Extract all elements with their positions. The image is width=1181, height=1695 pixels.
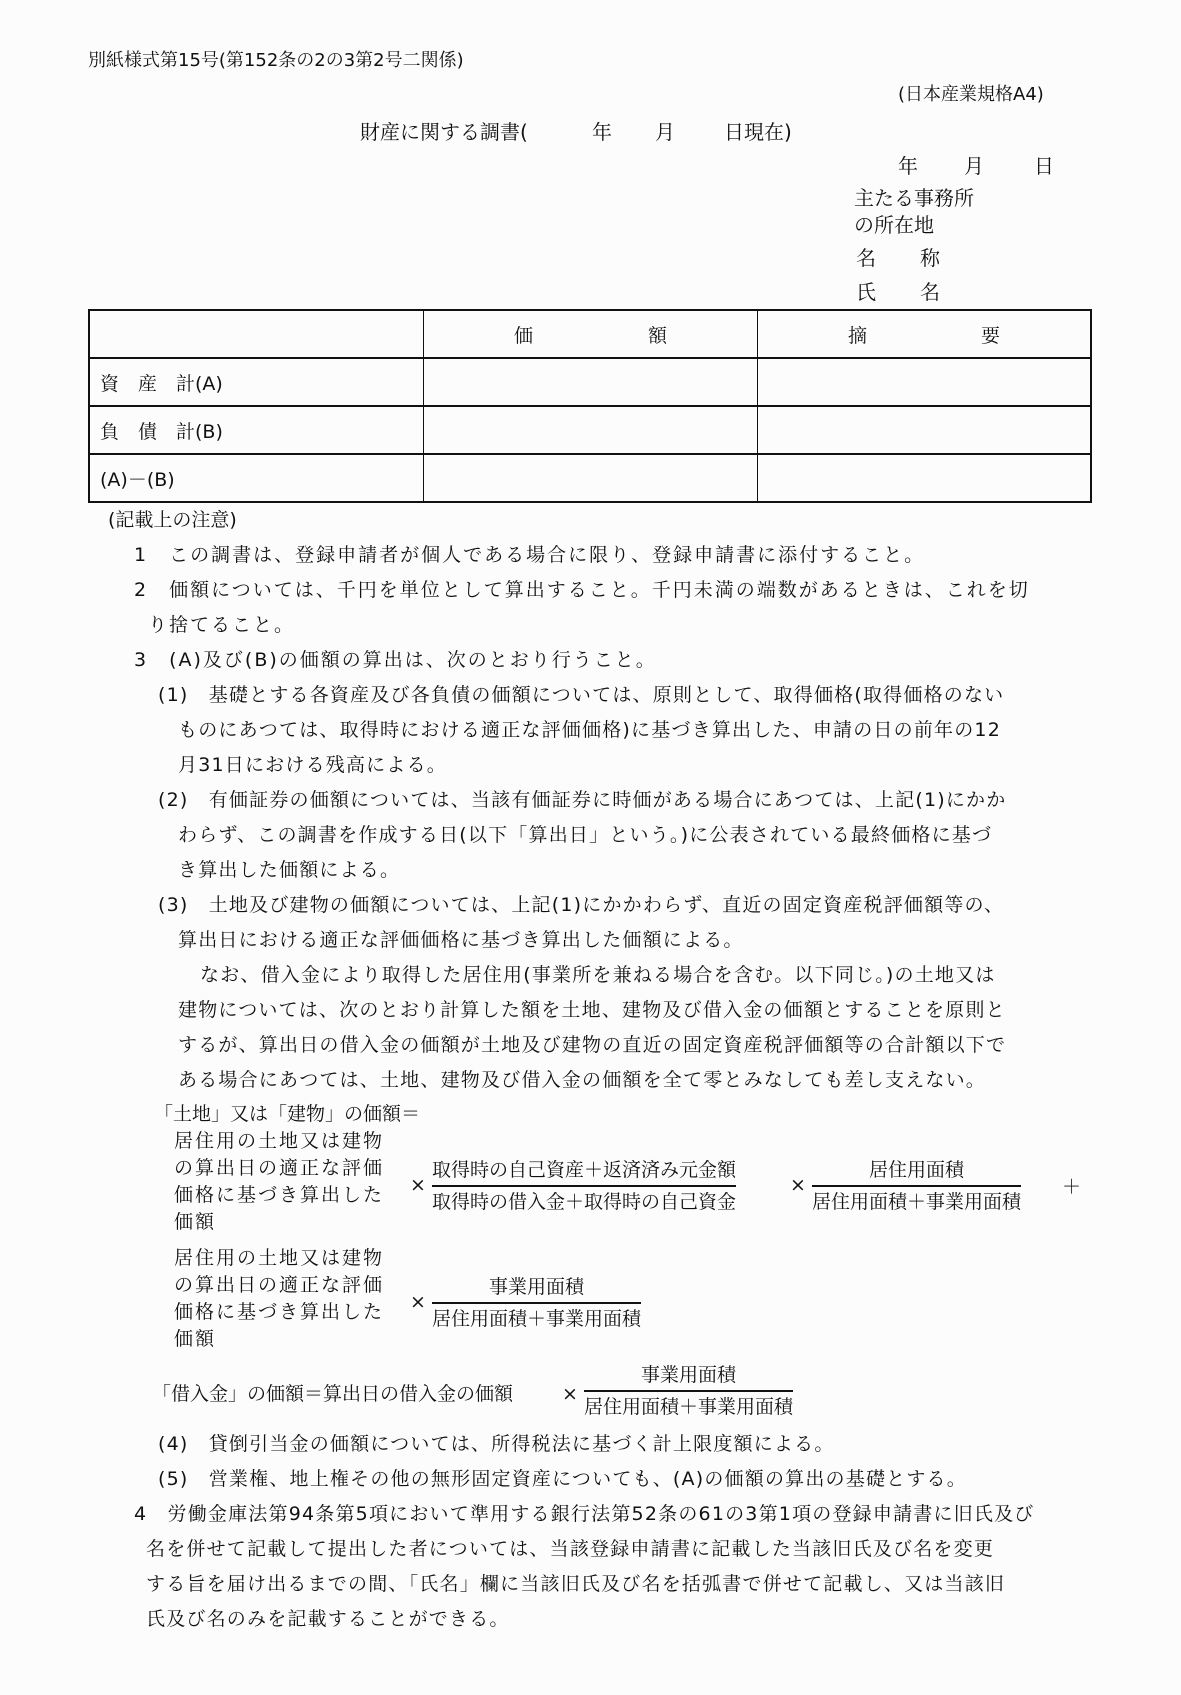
note-3-5: (5) 営業権、地上権その他の無形固定資産についても、(A)の価額の算出の基礎とする。 <box>158 1468 967 1490</box>
liability-total-value-field[interactable] <box>424 406 758 454</box>
note-3-1-line1: (1) 基礎とする各資産及び各負債の価額については、原則として、取得価格(取得価格のない <box>158 684 1005 706</box>
person-name-label-a: 氏 <box>856 280 876 304</box>
date-year-field[interactable]: 年 <box>898 154 918 178</box>
fraction3-denominator: 居住用面積＋事業用面積 <box>432 1308 642 1330</box>
title-month: 月 <box>655 120 675 144</box>
header-summary-b: 要 <box>980 324 1000 347</box>
paper-size-label: (日本産業規格A4) <box>898 84 1044 105</box>
table-header-row <box>89 310 1091 358</box>
note-3-2-line3: き算出した価額による。 <box>178 859 401 881</box>
formula1-times2: × <box>790 1174 806 1196</box>
formula1-term1-line1: 居住用の土地又は建物 <box>174 1130 385 1152</box>
header-value-a: 価 <box>514 324 534 347</box>
asset-total-summary-field[interactable] <box>758 358 1092 406</box>
formula1-plus: ＋ <box>1062 1176 1082 1198</box>
title-prefix: 財産に関する調書( <box>360 120 528 144</box>
note-2-line2: り捨てること。 <box>148 614 296 636</box>
formula1-term1 <box>174 1128 384 1236</box>
row-label: 資 産 計(A) <box>89 358 424 406</box>
formula2-numerator: 事業用面積 <box>641 1364 737 1386</box>
asset-total-value-field[interactable] <box>424 358 758 406</box>
entity-name-label-b: 称 <box>920 246 940 270</box>
formula1-term2-line3: 価格に基づき算出した <box>174 1301 385 1323</box>
header-value-b: 額 <box>647 324 667 347</box>
table-row <box>89 406 1091 454</box>
fraction2-numerator: 居住用面積 <box>869 1159 965 1181</box>
row-label: (A)－(B) <box>89 454 424 502</box>
note-4-line4: 氏及び名のみを記載することができる。 <box>146 1608 510 1630</box>
fraction1-denominator: 取得時の借入金＋取得時の自己資金 <box>432 1191 737 1213</box>
note-3-2-line1: (2) 有価証券の価額については、当該有価証券に時価がある場合にあつては、上記(1)にかか <box>158 789 1007 811</box>
note-1: 1 この調書は、登録申請者が個人である場合に限り、登録申請書に添付すること。 <box>134 544 926 566</box>
formula2-times: × <box>562 1383 578 1405</box>
formula1-term2-line1: 居住用の土地又は建物 <box>174 1247 385 1269</box>
form-reference: 別紙様式第15号(第152条の2の3第2号二関係) <box>88 50 464 71</box>
table-row <box>89 358 1091 406</box>
date-day-field[interactable]: 日 <box>1034 154 1054 178</box>
office-label-line1: 主たる事務所 <box>854 186 974 210</box>
note-3-3-line1: (3) 土地及び建物の価額については、上記(1)にかかわらず、直近の固定資産税評価額等の、 <box>158 894 1005 916</box>
entity-name-label-a: 名 <box>856 246 876 270</box>
net-value-field[interactable] <box>424 454 758 502</box>
fraction3-numerator: 事業用面積 <box>489 1276 585 1298</box>
note-4-line3: する旨を届け出るまでの間、「氏名」欄に当該旧氏及び名を括弧書で併せて記載し、又は当該旧 <box>146 1573 1006 1595</box>
note-3-3-line2: 算出日における適正な評価価格に基づき算出した価額による。 <box>178 929 744 951</box>
note-4-line2: 名を併せて記載して提出した者については、当該登録申請書に記載した当該旧氏及び名を変更 <box>146 1538 995 1560</box>
note-3-1-line2: ものにあつては、取得時における適正な評価価格)に基づき算出した、申請の日の前年の12 <box>178 719 1001 741</box>
formula1-term2 <box>174 1245 384 1353</box>
notes-heading: (記載上の注意) <box>108 509 237 531</box>
liability-total-summary-field[interactable] <box>758 406 1092 454</box>
header-summary-a: 摘 <box>848 324 868 347</box>
formula1-term1-line2: の算出日の適正な評価 <box>174 1157 385 1179</box>
row-label: 負 債 計(B) <box>89 406 424 454</box>
note-3-2-line2: わらず、この調書を作成する日(以下「算出日」という。)に公表されている最終価格に基づ <box>178 824 993 846</box>
note-4-line1: 4 労働金庫法第94条第5項において準用する銀行法第52条の61の3第1項の登録申請書に旧氏及び <box>134 1503 1035 1525</box>
note-3-3-para2-line4: ある場合にあつては、土地、建物及び借入金の価額を全て零とみなしても差し支えない。 <box>178 1069 987 1091</box>
formula1-fraction1 <box>432 1161 736 1212</box>
formula1-term1-line4: 価額 <box>174 1211 217 1233</box>
formula1-term1-line3: 価格に基づき算出した <box>174 1184 385 1206</box>
formula1-fraction3 <box>432 1278 641 1329</box>
formula1-times3: × <box>410 1291 426 1313</box>
header-value-cell <box>424 310 758 358</box>
person-name-label-b: 名 <box>920 280 940 304</box>
formula1-fraction2 <box>812 1161 1021 1212</box>
note-3: 3 (A)及び(B)の価額の算出は、次のとおり行うこと。 <box>134 649 657 671</box>
note-3-3-para2-line3: するが、算出日の借入金の価額が土地及び建物の直近の固定資産税評価額等の合計額以下で <box>178 1034 1007 1056</box>
formula2-lhs: 「借入金」の価額＝算出日の借入金の価額 <box>152 1383 514 1405</box>
note-3-3-para2-line2: 建物については、次のとおり計算した額を土地、建物及び借入金の価額とすることを原則と <box>178 999 1006 1021</box>
fraction1-numerator: 取得時の自己資産＋返済済み元金額 <box>432 1159 737 1181</box>
date-month-field[interactable]: 月 <box>964 154 984 178</box>
formula2-denominator: 居住用面積＋事業用面積 <box>584 1396 794 1418</box>
table-row <box>89 454 1091 502</box>
formula1-term2-line4: 価額 <box>174 1328 217 1350</box>
note-3-4: (4) 貸倒引当金の価額については、所得税法に基づく計上限度額による。 <box>158 1433 835 1455</box>
formula1-lhs: 「土地」又は「建物」の価額＝ <box>154 1103 421 1125</box>
note-3-1-line3: 月31日における残高による。 <box>178 754 447 776</box>
note-2-line1: 2 価額については、千円を単位として算出すること。千円未満の端数があるときは、これを切 <box>134 579 1030 601</box>
title-year: 年 <box>592 120 612 144</box>
fraction2-denominator: 居住用面積＋事業用面積 <box>812 1191 1022 1213</box>
formula1-times1: × <box>410 1174 426 1196</box>
net-summary-field[interactable] <box>758 454 1092 502</box>
header-blank-cell <box>89 310 424 358</box>
formula2-fraction <box>584 1366 793 1417</box>
property-table <box>88 309 1092 503</box>
title-day-suffix: 日現在) <box>724 120 792 144</box>
formula1-term2-line2: の算出日の適正な評価 <box>174 1274 385 1296</box>
note-3-3-para2-line1: なお、借入金により取得した居住用(事業所を兼ねる場合を含む。以下同じ。)の土地又は <box>200 964 996 986</box>
header-summary-cell <box>758 310 1092 358</box>
office-label-line2: の所在地 <box>854 213 934 237</box>
